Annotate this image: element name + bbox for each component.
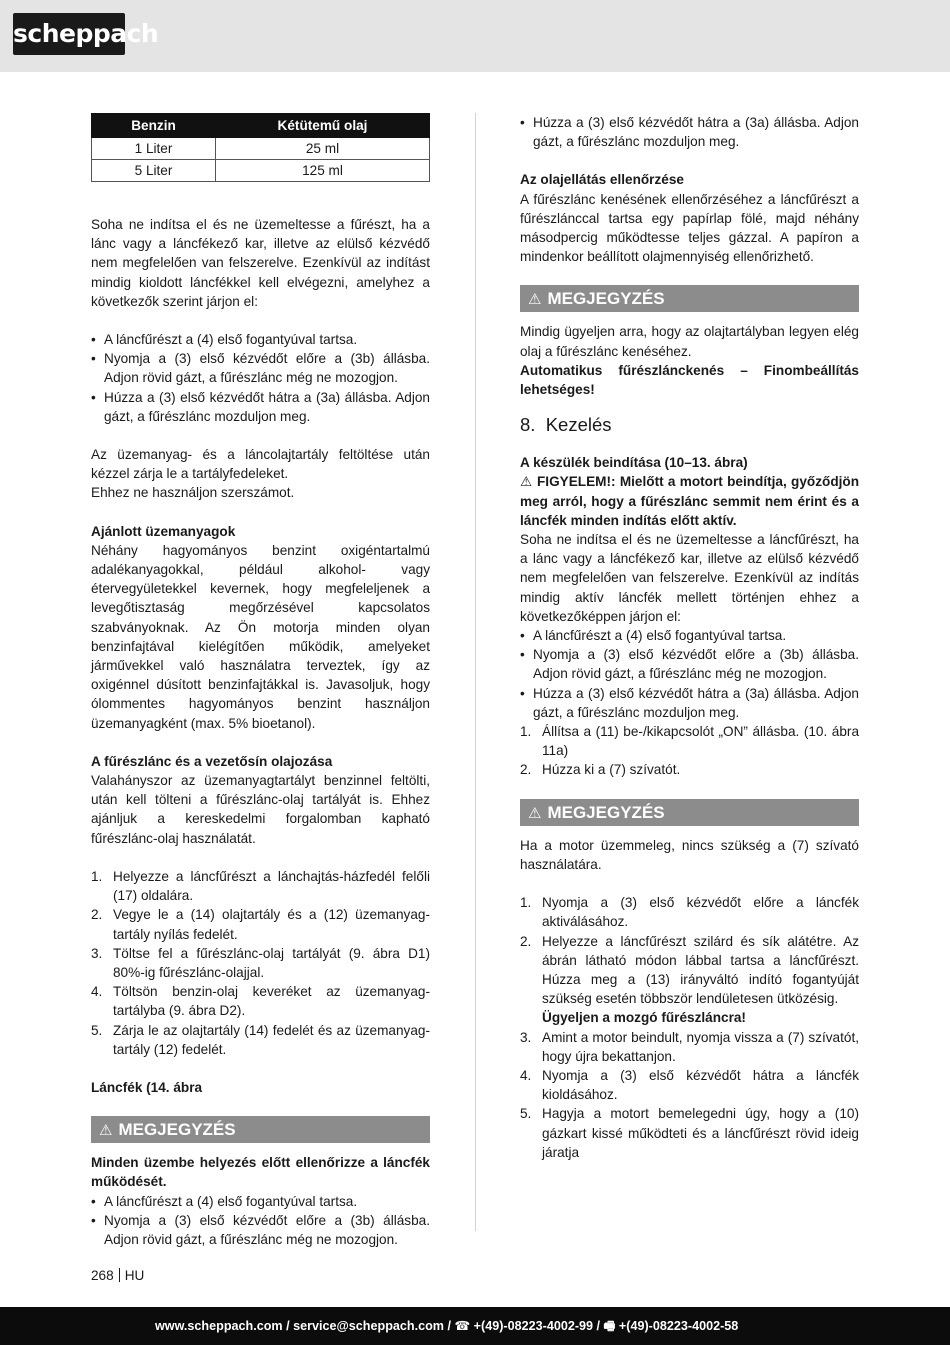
note-text: Ha a motor üzemmeleg, nincs szükség a (7) szívató használatára. <box>520 837 859 872</box>
no-tools-paragraph: Ehhez ne használjon szerszámot. <box>91 485 295 501</box>
contact-info: www.scheppach.com / service@scheppach.com / ☎ +(49)-08223-4002-99 / 🖷 +(49)-08223-4002-58 <box>155 1319 739 1333</box>
bullet-list <box>91 1192 430 1250</box>
table-cell: 25 ml <box>216 138 430 160</box>
list-item: 3. Amint a motor beindult, nyomja vissza a (7) szívatót, hogy újra bekattanjon. <box>520 1029 859 1064</box>
oil-check-paragraph: A fűrészlánc kenésének ellenőrzéséhez a láncfűrészt a fűrészlánccal tartsa egy papírlap fölé, majd néhány másodpercig működtesse teljes gázzal. A papíron a mindenkor beállított olajmennyiség ellenőrizhető. <box>520 191 859 265</box>
warning-icon: ⚠ <box>528 291 542 309</box>
oil-heading: A fűrészlánc és a vezetősín olajozása <box>91 753 333 769</box>
brand-logo: scheppach <box>13 13 125 55</box>
note-bold-text: Automatikus fűrészlánckenés – Finombeállítás lehetséges! <box>520 362 859 398</box>
numbered-list <box>520 722 859 780</box>
list-item: • Nyomja a (3) első kézvédőt előre a (3b) állásba. Adjon rövid gázt, a fűrészlánc még ne mozogjon. <box>91 1211 430 1249</box>
warning-icon: ⚠ <box>99 1122 113 1140</box>
note-text: Mindig ügyeljen arra, hogy az olajtartályban legyen elég olaj a fűrészlánc kenéséhez. <box>520 324 859 359</box>
fuels-heading: Ajánlott üzemanyagok <box>91 523 236 539</box>
note-bar: ⚠ MEGJEGYZÉS <box>520 285 859 312</box>
list-item: • A láncfűrészt a (4) első fogantyúval tartsa. <box>91 1192 430 1211</box>
list-item: 2. Vegye le a (14) olajtartály és a (12) üzemanyag-tartály nyílás fedelét. <box>91 907 430 942</box>
fuel-mix-table <box>91 113 430 182</box>
section-title: 8. Kezelés <box>520 414 612 436</box>
table-header-benzin: Benzin <box>92 114 216 138</box>
list-item: 4. Nyomja a (3) első kézvédőt hátra a láncfék kioldásához. <box>520 1067 859 1103</box>
bullet-list <box>520 113 859 151</box>
list-item: • Húzza a (3) első kézvédőt hátra a (3a) állásba. Adjon gázt, a fűrészlánc mozduljon meg. <box>520 113 859 151</box>
numbered-list <box>520 893 859 1162</box>
note-bar: ⚠ MEGJEGYZÉS <box>91 1116 430 1143</box>
list-item: • Nyomja a (3) első kézvédőt előre a (3b) állásba. Adjon rövid gázt, a fűrészlánc még ne mozogjon. <box>91 349 430 387</box>
list-item: • A láncfűrészt a (4) első fogantyúval tartsa. <box>91 330 430 349</box>
list-item: 2. Húzza ki a (7) szívatót. <box>520 762 681 778</box>
warning-text: ⚠ FIGYELEM!: Mielőtt a motort beindítja, győződjön meg arról, hogy a fűrészlánc semmit nem érint és a láncfék minden indítás előtt aktív. <box>520 474 860 528</box>
intro-paragraph: Soha ne indítsa el és ne üzemeltesse a fűrészt, ha a lánc vagy a láncfékező kar, illetve az elülső kézvédő nem megfelelően van felszerelve. Ezenkívül az indítást mindig kioldott láncfékkel kell elvégezni, amelyhez a következők szerint járjon el: <box>91 217 430 309</box>
right-column <box>520 113 859 1162</box>
fill-paragraph: Az üzemanyag- és a láncolajtartály feltöltése után kézzel zárja le a tartályfedeleket. <box>91 447 430 482</box>
chain-brake-heading: Láncfék (14. ábra <box>91 1079 203 1095</box>
list-item: 5. Hagyja a motort bemelegedni úgy, hogy a (10) gázkart kissé működteti és a láncfűrészt rövid ideig járatja <box>520 1106 859 1160</box>
list-item: 4. Töltsön benzin-olaj keveréket az üzemanyag-tartályba (9. ábra D2). <box>91 984 430 1019</box>
page-number: 268 HU <box>91 1268 145 1283</box>
numbered-list <box>91 867 430 1059</box>
start-paragraph: Soha ne indítsa el és ne üzemeltesse a láncfűrészt, ha a lánc vagy a láncfékező kar, illetve az elülső kézvédő nem megfelelően van felszerelve. Ezenkívül az indítás mindig aktív láncfék mellett történjen ehhez a következőképpen járjon el: <box>520 532 859 624</box>
table-cell: 5 Liter <box>92 160 216 182</box>
warning-icon: ⚠ <box>520 474 537 490</box>
note-bar: ⚠ MEGJEGYZÉS <box>520 799 859 826</box>
fuels-paragraph: Néhány hagyományos benzint oxigéntartalmú adalékanyagokkal, például alkohol- vagy étervegyületekkel kevernek, hogy megfeleljenek a levegőtisztaság megőrzésével kapcsolatos szabványoknak. Az Ön motorja minden olyan benzinfajtával kielégítően működik, amelyeket járművekkel való használatra terveztek, így az oxigénnel dúsított benzinfajtákkal is. Javasoljuk, hogy ólommentes hagyományos benzint használjon üzemanyagként (max. 5% bioetanol). <box>91 542 430 731</box>
list-item: 1. Helyezze a láncfűrészt a lánchajtás-házfedél felőli (17) oldalára. <box>91 868 430 904</box>
bullet-list <box>520 626 859 722</box>
table-cell: 125 ml <box>216 160 430 182</box>
list-item: 2. Helyezze a láncfűrészt szilárd és sík alátétre. Az ábrán látható módon lábbal tartsa a láncfűrészt. Húzza meg a (13) irányváltó indító fogantyúját szükség esetén többször lendületesen ütközésig. Ügyeljen a mozgó fűrészláncra! <box>520 933 859 1026</box>
list-item: 5. Zárja le az olajtartály (14) fedelét és az üzemanyag-tartály (12) fedelét. <box>91 1022 430 1057</box>
list-item: • A láncfűrészt a (4) első fogantyúval tartsa. <box>520 626 859 645</box>
oil-paragraph: Valahányszor az üzemanyagtartályt benzinnel feltölti, után kell tölteni a fűrészlánc-olaj tartályát is. Ehhez ajánljuk a kereskedelmi forgalomban kapható fűrészlánc-olaj használatát. <box>91 773 430 846</box>
list-item: 3. Töltse fel a fűrészlánc-olaj tartályát (9. ábra D1) 80%-ig fűrészlánc-olajjal. <box>91 945 430 980</box>
list-item: 1. Nyomja a (3) első kézvédőt előre a láncfék aktiválásához. <box>520 895 859 930</box>
table-row <box>92 160 430 182</box>
list-item: • Húzza a (3) első kézvédőt hátra a (3a) állásba. Adjon gázt, a fűrészlánc mozduljon meg. <box>520 684 859 722</box>
note-bold-text: Minden üzembe helyezés előtt ellenőrizze a láncfék működését. <box>91 1155 430 1190</box>
list-item: • Nyomja a (3) első kézvédőt előre a (3b) állásba. Adjon rövid gázt, a fűrészlánc még ne mozogjon. <box>520 645 859 683</box>
table-header-oil: Kétütemű olaj <box>216 114 430 138</box>
table-cell: 1 Liter <box>92 138 216 160</box>
left-column <box>91 113 430 1249</box>
warning-icon: ⚠ <box>528 804 542 822</box>
list-item: 1. Állítsa a (11) be-/kikapcsolót „ON” állásba. (10. ábra 11a) <box>520 724 859 759</box>
oil-check-heading: Az olajellátás ellenőrzése <box>520 172 684 188</box>
start-heading: A készülék beindítása (10–13. ábra) <box>520 455 748 471</box>
footer-band <box>0 1307 950 1345</box>
table-row <box>92 138 430 160</box>
column-divider <box>475 113 476 1231</box>
bullet-list <box>91 330 430 426</box>
list-item: • Húzza a (3) első kézvédőt hátra a (3a) állásba. Adjon gázt, a fűrészlánc mozduljon meg. <box>91 388 430 426</box>
